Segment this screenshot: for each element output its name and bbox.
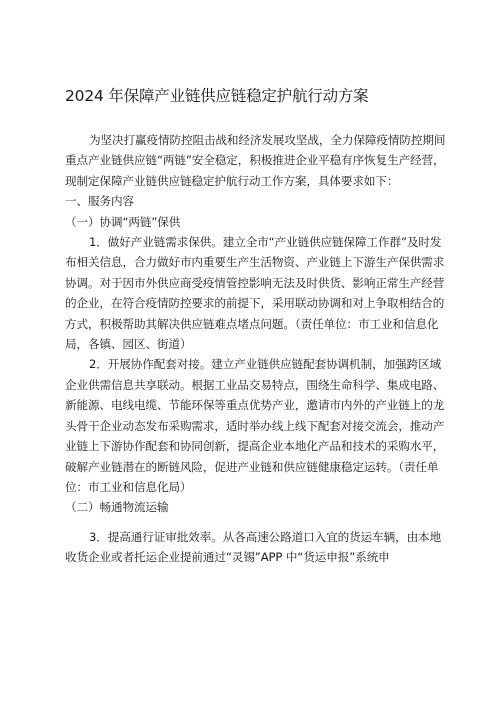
section-heading-services: 一、服务内容 (65, 194, 134, 209)
document-body (65, 130, 449, 568)
item-paragraph-1: 1．做好产业链需求保供。建立全市“产业链供应链保障工作群”及时发布相关信息，合力做好市内重要生产生活物资、产业链上下游生产保供需求协调。对于因市外供应商受疫情管控影响无法及时供货、影响正常生产经营的企业，在符合疫情防控要求的前提下，采用联动协调和对上争取相结合的方式，积极帮助其解决供应链难点堵点问题。（责任单位：市工业和信息化局，各镇、园区、街道） (65, 235, 445, 352)
intro-paragraph: 为坚决打赢疫情防控阻击战和经济发展攻坚战，全力保障疫情防控期间重点产业链供应链“两链”安全稳定，积极推进企业平稳有序恢复生产经营，现制定保障产业链供应链稳定护航行动工作方案，具体要求如下： (65, 133, 446, 188)
subsection-heading-logistics: （二）畅通物流运输 (65, 500, 169, 515)
subsection-heading-coordinate-supply: （一）协调“两链”保供 (65, 214, 181, 229)
item-paragraph-2: 2．开展协作配套对接。建立产业链供应链配套协调机制，加强跨区域企业供需信息共享联动。根据工业品交易特点，围绕生命科学、集成电路、新能源、电线电缆、节能环保等重点优势产业，邀请市内外的产业链上的龙头骨干企业动态发布采购需求，适时举办线上线下配套对接交流会，推动产业链上下游协作配套和协同创新，提高企业本地化产品和技术的采购水平，破解产业链潜在的断链风险，促进产业链和供应链健康稳定运转。（责任单位：市工业和信息化局） (65, 357, 445, 494)
item-paragraph-3: 3．提高通行证审批效率。从各高速公路道口入宜的货运车辆，由本地收货企业或者托运企业提前通过“灵锡”APP 中“货运申报”系统申 (65, 529, 442, 565)
document-title: 2024 年保障产业链供应链稳定护航行动方案 (65, 87, 369, 105)
